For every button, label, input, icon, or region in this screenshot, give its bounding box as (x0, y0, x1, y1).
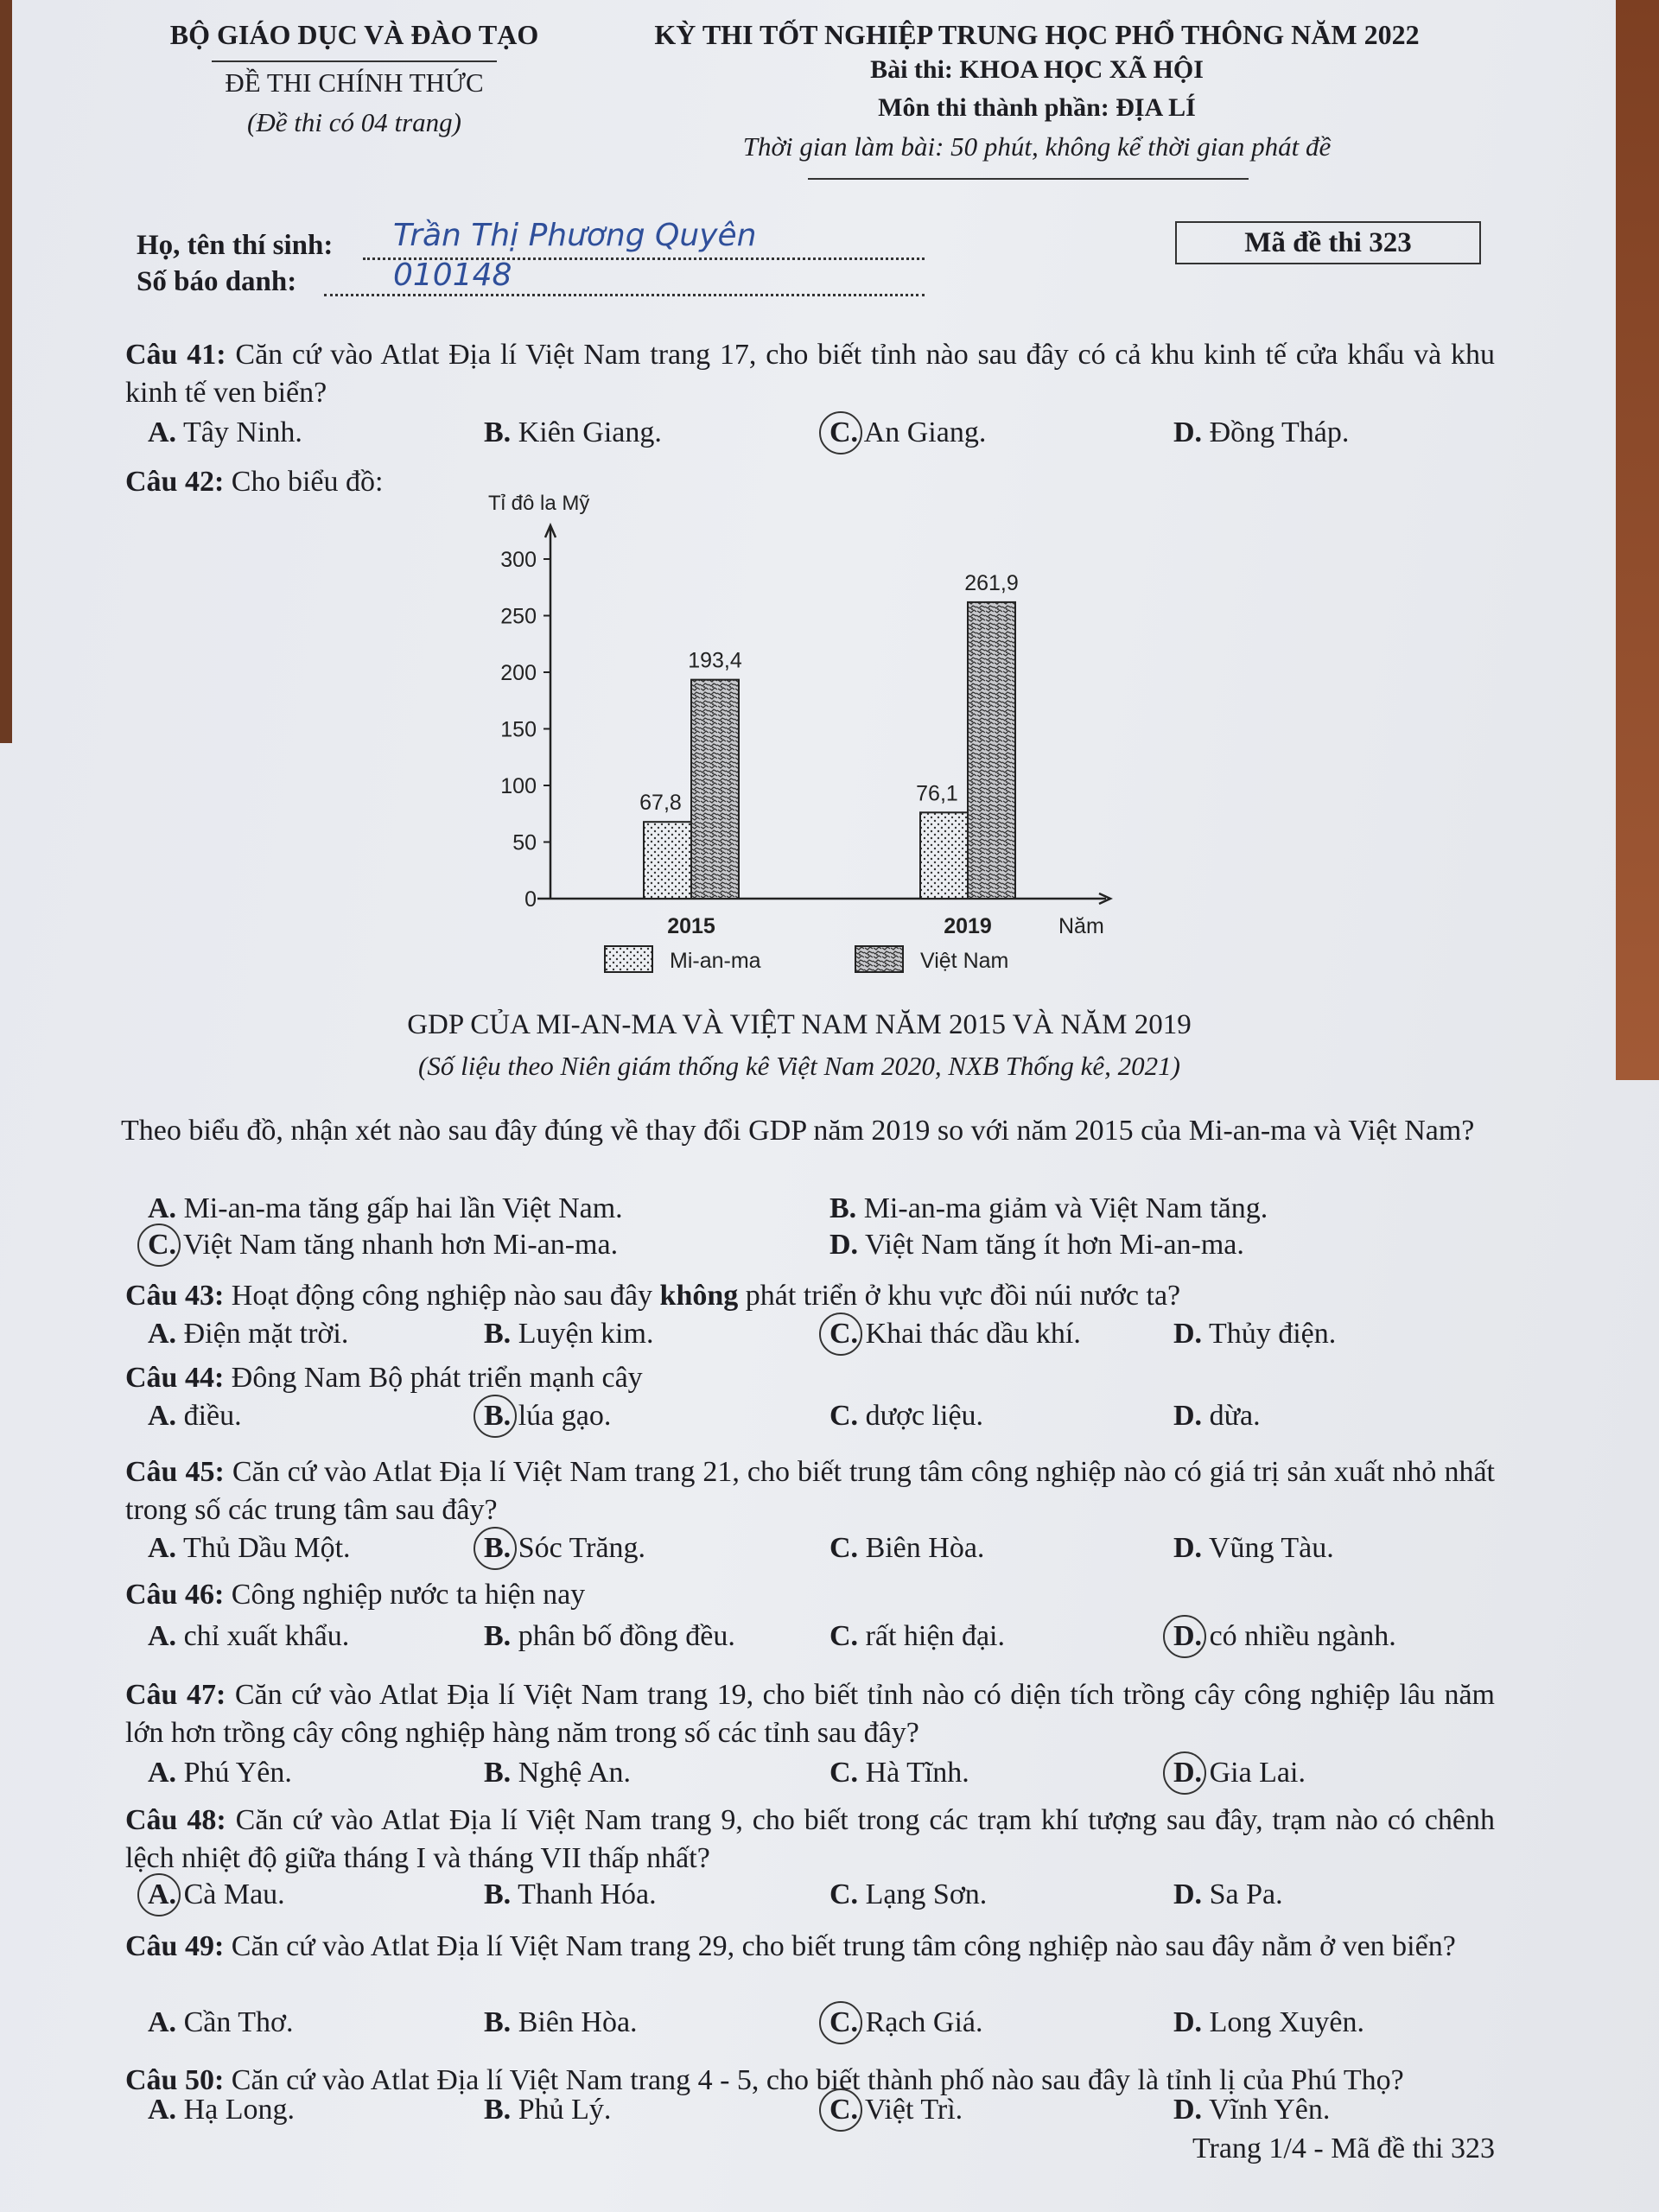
pages-note: (Đề thi có 04 trang) (247, 107, 461, 137)
answer-option-c[interactable] (830, 1757, 969, 1789)
answer-text: dược liệu. (865, 1400, 984, 1432)
answer-letter: C. (830, 1878, 859, 1910)
answer-letter: C. (830, 1620, 859, 1652)
answer-option-b[interactable] (484, 2094, 611, 2126)
y-tick-label: 300 (500, 548, 537, 572)
divider (212, 60, 497, 62)
question-stem (125, 1453, 1495, 1529)
answer-text: Cà Mau. (183, 1878, 285, 1910)
answer-option-b[interactable] (484, 416, 662, 449)
answer-options (0, 2094, 1659, 2132)
question-stem (125, 1576, 1495, 1614)
answer-option-d[interactable] (1173, 1878, 1283, 1911)
component: Môn thi thành phần: ĐỊA LÍ (878, 93, 1196, 122)
answer-text: Rạch Giá. (865, 2006, 983, 2038)
gdp-bar-chart (432, 484, 1166, 994)
answer-option-a[interactable] (148, 1532, 351, 1565)
answer-letter: B. (484, 2006, 512, 2038)
answer-text: Luyện kim. (518, 1318, 654, 1350)
question-text: Căn cứ vào Atlat Địa lí Việt Nam trang 19, cho biết tỉnh nào có diện tích trồng cây công nghiệp lâu năm lớn hơn trồng cây công nghiệp hàng năm trong số các tỉnh sau đây? (125, 1679, 1496, 1749)
data-label: 76,1 (916, 781, 958, 806)
answer-letter: A. (148, 1620, 177, 1652)
answer-text: Hà Tĩnh. (865, 1757, 969, 1789)
answer-letter: A. (148, 1757, 177, 1789)
answer-text: Long Xuyên. (1209, 2006, 1364, 2038)
answer-text: chỉ xuất khẩu. (183, 1620, 350, 1652)
exam-title: KỲ THI TỐT NGHIỆP TRUNG HỌC PHỔ THÔNG NĂM 2022 (654, 19, 1420, 50)
answer-text: lúa gạo. (518, 1400, 612, 1432)
answer-option-a[interactable] (148, 1192, 623, 1225)
answer-option-b[interactable] (484, 1400, 611, 1433)
candidate-id-value: 010148 (393, 257, 512, 293)
question-number: Câu 48: (125, 1804, 226, 1836)
answer-text: Việt Trì. (864, 2094, 963, 2126)
background-edge (0, 0, 12, 743)
answer-text: Việt Nam tăng ít hơn Mi-an-ma. (864, 1229, 1244, 1261)
answer-option-c[interactable] (830, 1318, 1081, 1351)
answer-option-b[interactable] (484, 1532, 645, 1565)
question-number: Câu 49: (125, 1930, 225, 1962)
answer-option-d[interactable] (1173, 2094, 1330, 2126)
answer-text: rất hiện đại. (865, 1620, 1005, 1652)
answer-letter: B. (484, 416, 512, 448)
answer-text: Thủy điện. (1208, 1318, 1337, 1350)
question-stem (125, 1802, 1495, 1878)
answer-option-c[interactable] (830, 1878, 987, 1911)
question-text: Căn cứ vào Atlat Địa lí Việt Nam trang 9, cho biết trong các trạm khí tượng sau đây, trạm nào có chênh lệch nhiệt độ giữa tháng I và tháng VII thấp nhất? (125, 1804, 1495, 1874)
answer-option-b[interactable] (484, 1757, 631, 1789)
circled-answer-letter: C. (148, 1229, 177, 1261)
circled-answer-letter: C. (830, 2006, 859, 2038)
answer-letter: D. (1173, 2006, 1203, 2038)
answer-text: Thanh Hóa. (518, 1878, 657, 1910)
circled-answer-letter: A. (148, 1878, 177, 1910)
answer-text: Lạng Sơn. (865, 1878, 988, 1910)
answer-option-a[interactable] (148, 1757, 292, 1789)
question-stem (125, 336, 1495, 412)
answer-options (0, 1532, 1659, 1570)
data-label: 261,9 (964, 570, 1019, 595)
y-tick-label: 150 (500, 717, 537, 742)
answer-letter: A. (148, 1532, 177, 1564)
answer-letter: A. (148, 416, 177, 448)
answer-text: dừa. (1209, 1400, 1261, 1432)
answer-text: có nhiều ngành. (1209, 1620, 1396, 1652)
answer-option-a[interactable] (148, 1620, 349, 1653)
answer-letter: D. (1173, 1532, 1203, 1564)
answer-text: Cần Thơ. (183, 2006, 294, 2038)
official-label: ĐỀ THI CHÍNH THỨC (225, 67, 484, 98)
answer-option-a[interactable] (148, 1878, 285, 1911)
question-stem (125, 1359, 1495, 1397)
question-stem-continued: Theo biểu đồ, nhận xét nào sau đây đúng về thay đổi GDP năm 2019 so với năm 2015 của Mi-an-ma và Việt Nam? (121, 1115, 1475, 1147)
question-text: Căn cứ vào Atlat Địa lí Việt Nam trang 4 - 5, cho biết thành phố nào sau đây là tỉnh lị của Phú Thọ? (231, 2064, 1404, 2096)
question-number: Câu 41: (125, 339, 226, 371)
answer-text: Việt Nam tăng nhanh hơn Mi-an-ma. (182, 1229, 619, 1261)
question-text: phát triển ở khu vực đồi núi nước ta? (738, 1280, 1181, 1312)
answer-option-d[interactable] (1173, 1318, 1336, 1351)
answer-text: Mi-an-ma giảm và Việt Nam tăng. (863, 1192, 1268, 1224)
answer-option-c[interactable] (830, 2094, 963, 2126)
answer-text: Nghệ An. (518, 1757, 632, 1789)
answer-letter: A. (148, 1192, 177, 1224)
bar-mi-an-ma-2019 (920, 812, 968, 899)
question-number: Câu 42: (125, 466, 225, 498)
answer-letter: C. (830, 1400, 859, 1432)
bar-việt-nam-2015 (691, 680, 739, 899)
answer-letter: D. (830, 1229, 859, 1261)
answer-options (0, 1878, 1659, 1916)
answer-text: Khai thác dầu khí. (865, 1318, 1081, 1350)
answer-text: Sa Pa. (1209, 1878, 1283, 1910)
question-stem (125, 1928, 1495, 1966)
answer-text: Sóc Trăng. (518, 1532, 646, 1564)
question-text: Căn cứ vào Atlat Địa lí Việt Nam trang 21, cho biết trung tâm công nghiệp nào có giá trị sản xuất nhỏ nhất trong số các trung tâm sau đây? (125, 1456, 1495, 1526)
answer-letter: D. (1173, 1878, 1203, 1910)
answer-option-c[interactable] (830, 2006, 983, 2039)
answer-text: An Giang. (863, 416, 987, 448)
answer-option-a[interactable] (148, 416, 302, 449)
y-tick-label: 0 (524, 887, 537, 912)
circled-answer-letter: B. (484, 1532, 512, 1564)
question-text: Căn cứ vào Atlat Địa lí Việt Nam trang 29, cho biết trung tâm công nghiệp nào sau đây nằm ở ven biển? (231, 1930, 1456, 1962)
answer-text: Vũng Tàu. (1208, 1532, 1334, 1564)
answer-letter: C. (830, 1532, 859, 1564)
question-number: Câu 47: (125, 1679, 226, 1711)
question-number: Câu 45: (125, 1456, 225, 1488)
answer-text: Vĩnh Yên. (1208, 2094, 1331, 2126)
answer-option-d[interactable] (1173, 1400, 1261, 1433)
answer-text: Biên Hòa. (865, 1532, 985, 1564)
answer-option-c[interactable] (830, 1400, 983, 1433)
circled-answer-letter: D. (1173, 1757, 1203, 1789)
y-tick-label: 200 (500, 661, 537, 685)
answer-option-b[interactable] (830, 1192, 1268, 1225)
answer-option-b[interactable] (484, 2006, 638, 2039)
x-tick-label: 2019 (944, 914, 992, 938)
subject: Bài thi: KHOA HỌC XÃ HỘI (870, 55, 1204, 84)
answer-text: Gia Lai. (1209, 1757, 1306, 1789)
page-footer: Trang 1/4 - Mã đề thi 323 (1192, 2133, 1495, 2164)
circled-answer-letter: C. (830, 416, 859, 448)
answer-text: Phú Yên. (183, 1757, 292, 1789)
answer-option-a[interactable] (148, 2094, 295, 2126)
question-text: Căn cứ vào Atlat Địa lí Việt Nam trang 17, cho biết tỉnh nào sau đây có cả khu kinh tế cửa khẩu và khu kinh tế ven biển? (125, 339, 1495, 409)
question-stem (125, 1277, 1495, 1315)
answer-options (0, 1192, 1659, 1230)
question-text: Đông Nam Bộ phát triển mạnh cây (231, 1362, 643, 1394)
x-axis-label: Năm (1058, 914, 1104, 938)
divider (808, 178, 1249, 180)
legend-swatch (605, 946, 652, 972)
answer-letter: D. (1173, 2094, 1203, 2126)
answer-options (0, 2006, 1659, 2044)
answer-option-d[interactable] (1173, 1620, 1396, 1653)
answer-letter: B. (484, 1318, 512, 1350)
question-number: Câu 43: (125, 1280, 225, 1312)
legend-label: Mi-an-ma (670, 949, 761, 973)
question-text: Công nghiệp nước ta hiện nay (231, 1579, 586, 1611)
question-number: Câu 50: (125, 2064, 225, 2096)
answer-text: Phủ Lý. (518, 2094, 612, 2126)
answer-letter: D. (1173, 416, 1203, 448)
data-label: 67,8 (639, 791, 682, 816)
answer-text: Mi-an-ma tăng gấp hai lần Việt Nam. (183, 1192, 623, 1224)
question-number: Câu 46: (125, 1579, 225, 1611)
ministry: BỘ GIÁO DỤC VÀ ĐÀO TẠO (169, 19, 539, 50)
answer-letter: B. (484, 1620, 512, 1652)
question-number: Câu 44: (125, 1362, 225, 1394)
answer-option-d[interactable] (830, 1229, 1244, 1262)
time-note: Thời gian làm bài: 50 phút, không kể thời gian phát đề (742, 131, 1332, 162)
answer-options (0, 1229, 1659, 1267)
answer-text: Kiên Giang. (518, 416, 662, 448)
answer-option-b[interactable] (484, 1318, 653, 1351)
answer-text: Thủ Dầu Một. (182, 1532, 351, 1564)
background-table (1616, 0, 1659, 1080)
answer-text: Điện mặt trời. (183, 1318, 349, 1350)
question-text: Cho biểu đồ: (231, 466, 384, 498)
answer-option-a[interactable] (148, 2006, 293, 2039)
chart-title: GDP CỦA MI-AN-MA VÀ VIỆT NAM NĂM 2015 VÀ NĂM 2019 (407, 1009, 1192, 1040)
answer-letter: A. (148, 1318, 177, 1350)
circled-answer-letter: D. (1173, 1620, 1203, 1652)
candidate-id-label: Số báo danh: (137, 266, 297, 297)
answer-letter: A. (148, 2006, 177, 2038)
y-tick-label: 250 (500, 604, 537, 629)
answer-letter: D. (1173, 1400, 1203, 1432)
answer-option-c[interactable] (148, 1229, 618, 1262)
answer-option-a[interactable] (148, 1318, 348, 1351)
circled-answer-letter: B. (484, 1400, 512, 1432)
circled-answer-letter: C. (830, 2094, 859, 2126)
y-tick-label: 50 (512, 830, 537, 855)
legend-label: Việt Nam (920, 949, 1009, 973)
bar-mi-an-ma-2015 (644, 822, 691, 899)
answer-options (0, 1620, 1659, 1658)
answer-option-d[interactable] (1173, 416, 1349, 449)
answer-option-a[interactable] (148, 1400, 242, 1433)
answer-options (0, 1318, 1659, 1356)
answer-option-d[interactable] (1173, 1757, 1306, 1789)
answer-text: điều. (183, 1400, 242, 1432)
answer-text: Hạ Long. (183, 2094, 295, 2126)
answer-option-b[interactable] (484, 1878, 657, 1911)
answer-options (0, 1400, 1659, 1438)
answer-options (0, 416, 1659, 454)
legend-swatch (855, 946, 903, 972)
answer-text: Tây Ninh. (182, 416, 302, 448)
question-text: Hoạt động công nghiệp nào sau đây (231, 1280, 660, 1312)
answer-letter: C. (830, 1757, 859, 1789)
answer-option-d[interactable] (1173, 1532, 1334, 1565)
chart-source: (Số liệu theo Niên giám thống kê Việt Nam 2020, NXB Thống kê, 2021) (418, 1051, 1180, 1081)
y-axis-label: Tỉ đô la Mỹ (488, 492, 590, 515)
answer-letter: A. (148, 1400, 177, 1432)
bar-việt-nam-2019 (968, 602, 1015, 899)
answer-letter: B. (830, 1192, 857, 1224)
answer-option-c[interactable] (830, 416, 986, 449)
answer-option-c[interactable] (830, 1532, 984, 1565)
candidate-name-label: Họ, tên thí sinh: (137, 230, 334, 261)
question-stem (125, 1676, 1495, 1752)
question-text-emphasis: không (659, 1280, 739, 1312)
answer-options (0, 1757, 1659, 1795)
y-tick-label: 100 (500, 774, 537, 798)
answer-letter: B. (484, 1757, 512, 1789)
answer-letter: A. (148, 2094, 177, 2126)
data-label: 193,4 (688, 648, 742, 673)
answer-text: phân bố đồng đều. (518, 1620, 735, 1652)
answer-option-d[interactable] (1173, 2006, 1364, 2039)
answer-letter: D. (1173, 1318, 1203, 1350)
exam-code-box: Mã đề thi 323 (1175, 221, 1481, 264)
x-tick-label: 2015 (667, 914, 715, 938)
candidate-name-value: Trần Thị Phương Quyên (393, 218, 757, 253)
answer-letter: B. (484, 2094, 512, 2126)
answer-letter: B. (484, 1878, 512, 1910)
circled-answer-letter: C. (830, 1318, 859, 1350)
answer-option-b[interactable] (484, 1620, 735, 1653)
answer-option-c[interactable] (830, 1620, 1005, 1653)
answer-text: Biên Hòa. (518, 2006, 638, 2038)
answer-text: Đồng Tháp. (1209, 416, 1350, 448)
